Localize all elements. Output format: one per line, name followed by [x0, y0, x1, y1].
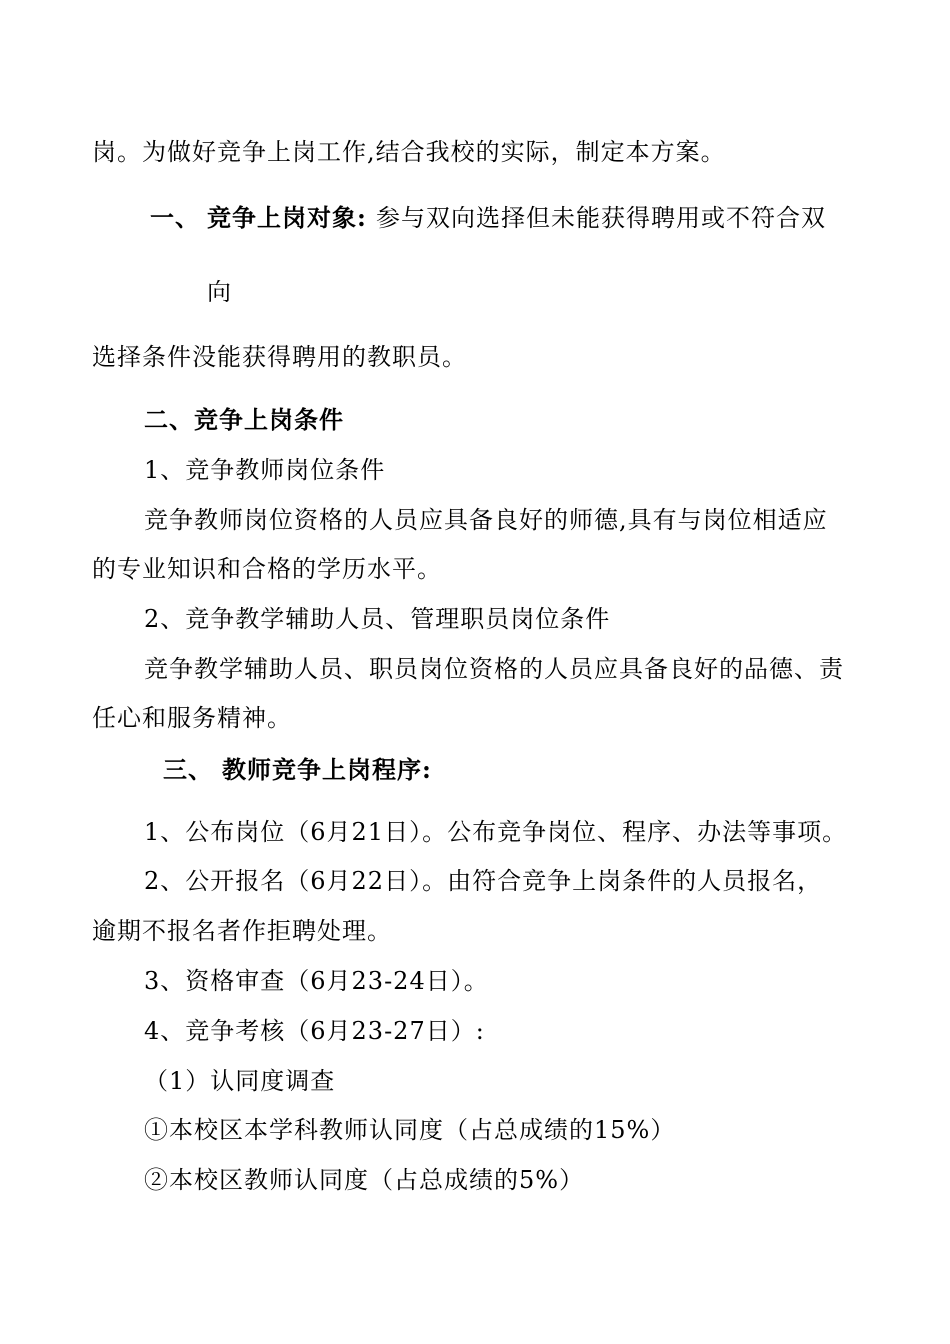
text-line-intro: 岗。为做好竞争上岗工作,结合我校的实际，制定本方案。 [92, 138, 726, 166]
item-2-1-text: 竞争教师岗位资格的人员应具备良好的师德,具有与岗位相适应 [144, 506, 828, 534]
item-3-4-1-b: ②本校区教师认同度（占总成绩的5%） [144, 1166, 585, 1194]
item-2-1-text-cont: 的专业知识和合格的学历水平。 [92, 555, 442, 583]
section-1-text: 参与双向选择但未能获得聘用或不符合双 [376, 204, 826, 232]
item-2-2-text: 竞争教学辅助人员、职员岗位资格的人员应具备良好的品德、责 [144, 655, 844, 683]
item-2-2-text-cont: 任心和服务精神。 [92, 704, 292, 732]
item-3-4-1-a: ①本校区本学科教师认同度（占总成绩的15%） [144, 1116, 676, 1144]
item-3-4: 4、竞争考核（6月23-27日）: [144, 1017, 485, 1045]
item-2-1: 1、竞争教师岗位条件 [144, 456, 386, 484]
item-3-4-1: （1）认同度调查 [144, 1067, 336, 1095]
item-3-3: 3、资格审查（6月23-24日）。 [144, 967, 489, 995]
section-3-heading: 教师竞争上岗程序: [222, 755, 432, 784]
item-3-1: 1、公布岗位（6月21日）。公布竞争岗位、程序、办法等事项。 [144, 818, 848, 846]
section-2-heading: 二、竞争上岗条件 [144, 405, 344, 434]
section-1-heading: 竞争上岗对象: [207, 203, 367, 232]
section-3-number: 三、 [163, 755, 213, 784]
item-2-2: 2、竞争教学辅助人员、管理职员岗位条件 [144, 605, 611, 633]
section-1-text-wrap: 向 [207, 278, 232, 306]
section-1-text-cont: 选择条件没能获得聘用的教职员。 [92, 343, 467, 371]
section-1-number: 一、 [150, 203, 200, 232]
item-3-2: 2、公开报名（6月22日）。由符合竞争上岗条件的人员报名， [144, 867, 823, 895]
item-3-2-cont: 逾期不报名者作拒聘处理。 [92, 917, 392, 945]
